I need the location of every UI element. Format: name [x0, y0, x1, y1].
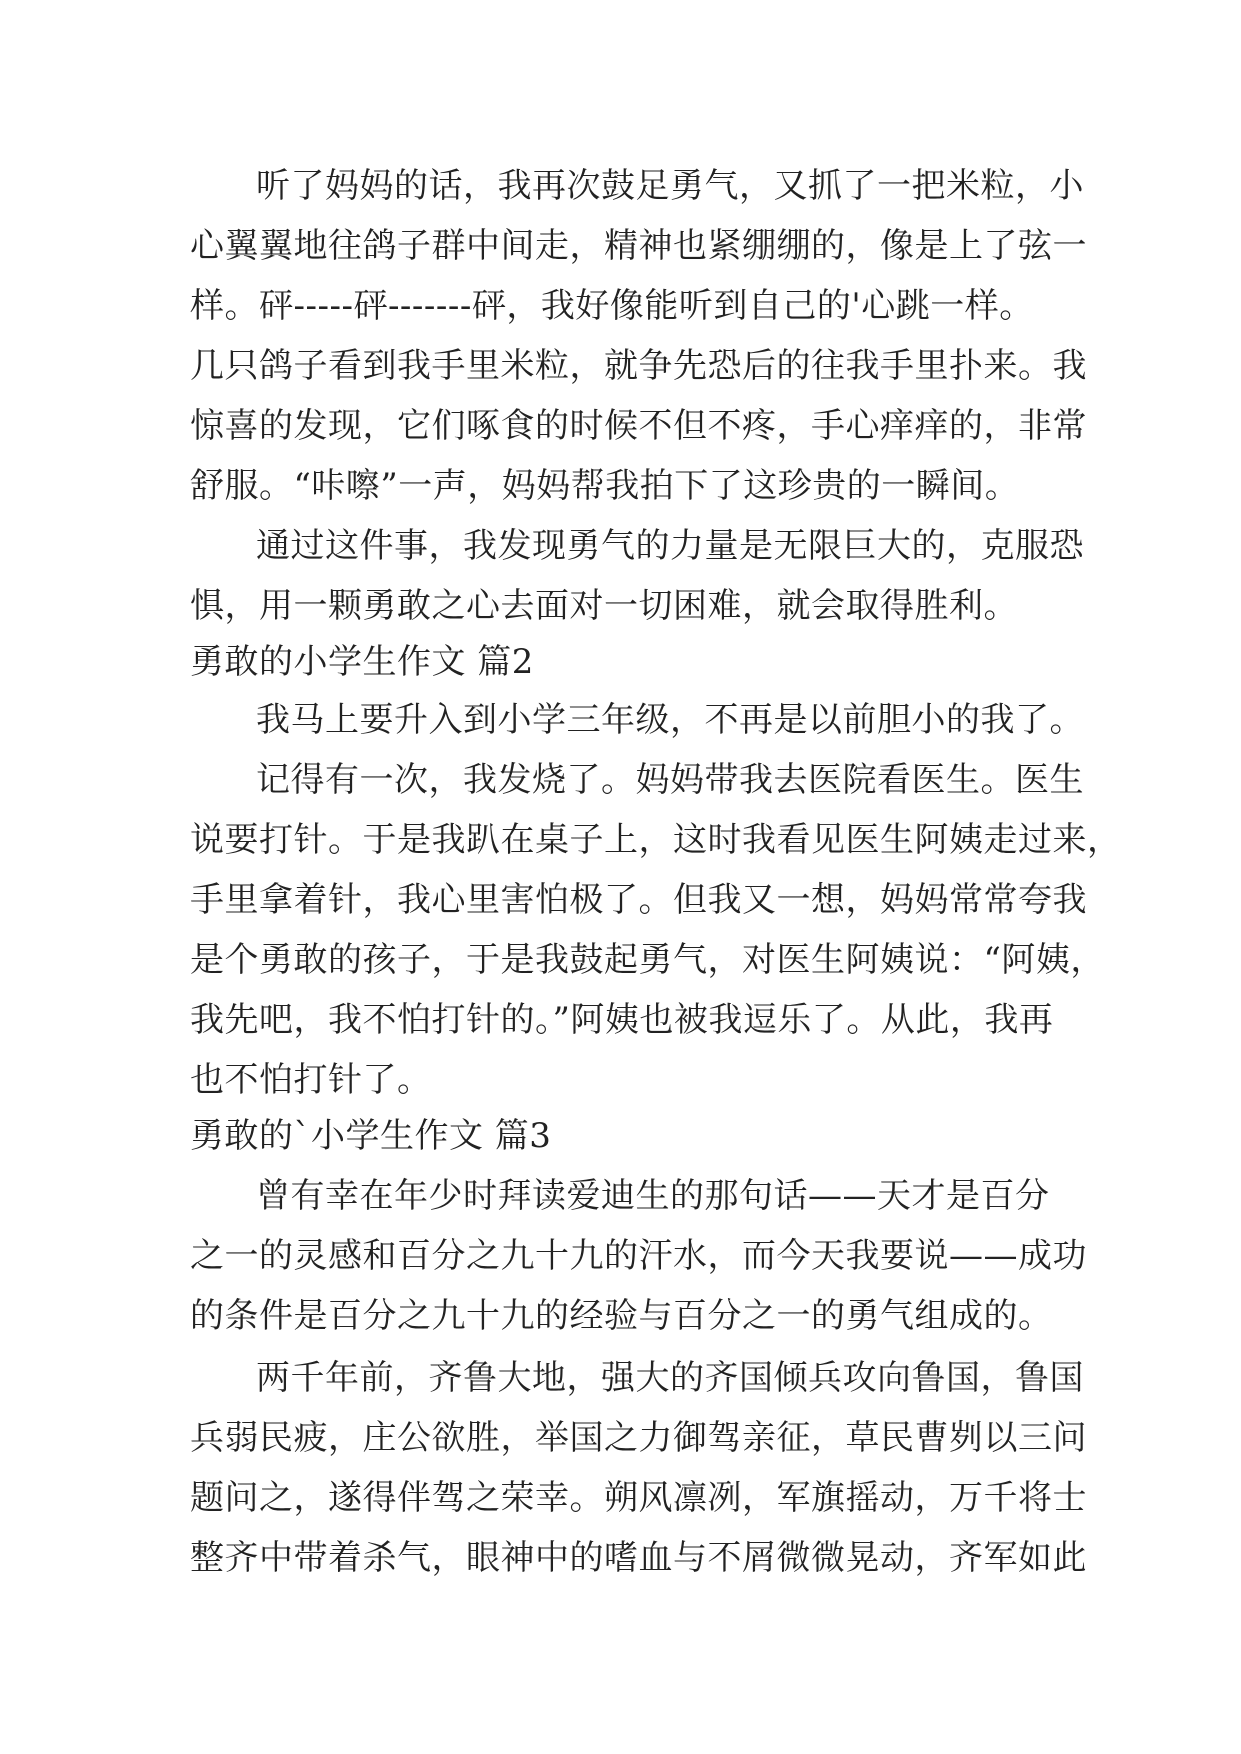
text-line: 之一的灵感和百分之九十九的汗水，而今天我要说——成功 [190, 1236, 1087, 1276]
text-line: 兵弱民疲，庄公欲胜，举国之力御驾亲征，草民曹刿以三问 [190, 1418, 1087, 1458]
text-line: 舒服。“咔嚓”一声，妈妈帮我拍下了这珍贵的一瞬间。 [190, 466, 1020, 506]
text-line: 题问之，遂得伴驾之荣幸。朔风凛冽，军旗摇动，万千将士 [190, 1478, 1087, 1518]
text-line: 曾有幸在年少时拜读爱迪生的那句话——天才是百分 [256, 1176, 1050, 1216]
text-line: 说要打针。于是我趴在桌子上，这时我看见医生阿姨走过来， [190, 820, 1122, 860]
text-line: 我先吧，我不怕打针的。”阿姨也被我逗乐了。从此，我再 [190, 1000, 1054, 1040]
text-line: 心翼翼地往鸽子群中间走，精神也紧绷绷的，像是上了弦一 [190, 226, 1087, 266]
text-line: 整齐中带着杀气，眼神中的嗜血与不屑微微晃动，齐军如此 [190, 1538, 1087, 1578]
text-line: 几只鸽子看到我手里米粒，就争先恐后的往我手里扑来。我 [190, 346, 1087, 386]
section-heading: 勇敢的小学生作文 篇2 [190, 642, 534, 682]
text-line: 是个勇敢的孩子，于是我鼓起勇气，对医生阿姨说：“阿姨， [190, 940, 1105, 980]
text-line: 样。砰-----砰-------砰，我好像能听到自己的'心跳一样。 [190, 286, 1034, 326]
text-line: 惊喜的发现，它们啄食的时候不但不疼，手心痒痒的，非常 [190, 406, 1087, 446]
text-line: 两千年前，齐鲁大地，强大的齐国倾兵攻向鲁国，鲁国 [256, 1358, 1084, 1398]
text-line: 通过这件事，我发现勇气的力量是无限巨大的，克服恐 [256, 526, 1084, 566]
text-line: 也不怕打针了。 [190, 1060, 432, 1100]
text-line: 的条件是百分之九十九的经验与百分之一的勇气组成的。 [190, 1296, 1053, 1336]
text-line: 我马上要升入到小学三年级，不再是以前胆小的我了。 [256, 700, 1084, 740]
text-line: 听了妈妈的话，我再次鼓足勇气，又抓了一把米粒，小 [256, 166, 1084, 206]
section-heading: 勇敢的`小学生作文 篇3 [190, 1116, 552, 1156]
text-line: 记得有一次，我发烧了。妈妈带我去医院看医生。医生 [256, 760, 1084, 800]
text-line: 惧，用一颗勇敢之心去面对一切困难，就会取得胜利。 [190, 586, 1018, 626]
text-line: 手里拿着针，我心里害怕极了。但我又一想，妈妈常常夸我 [190, 880, 1087, 920]
